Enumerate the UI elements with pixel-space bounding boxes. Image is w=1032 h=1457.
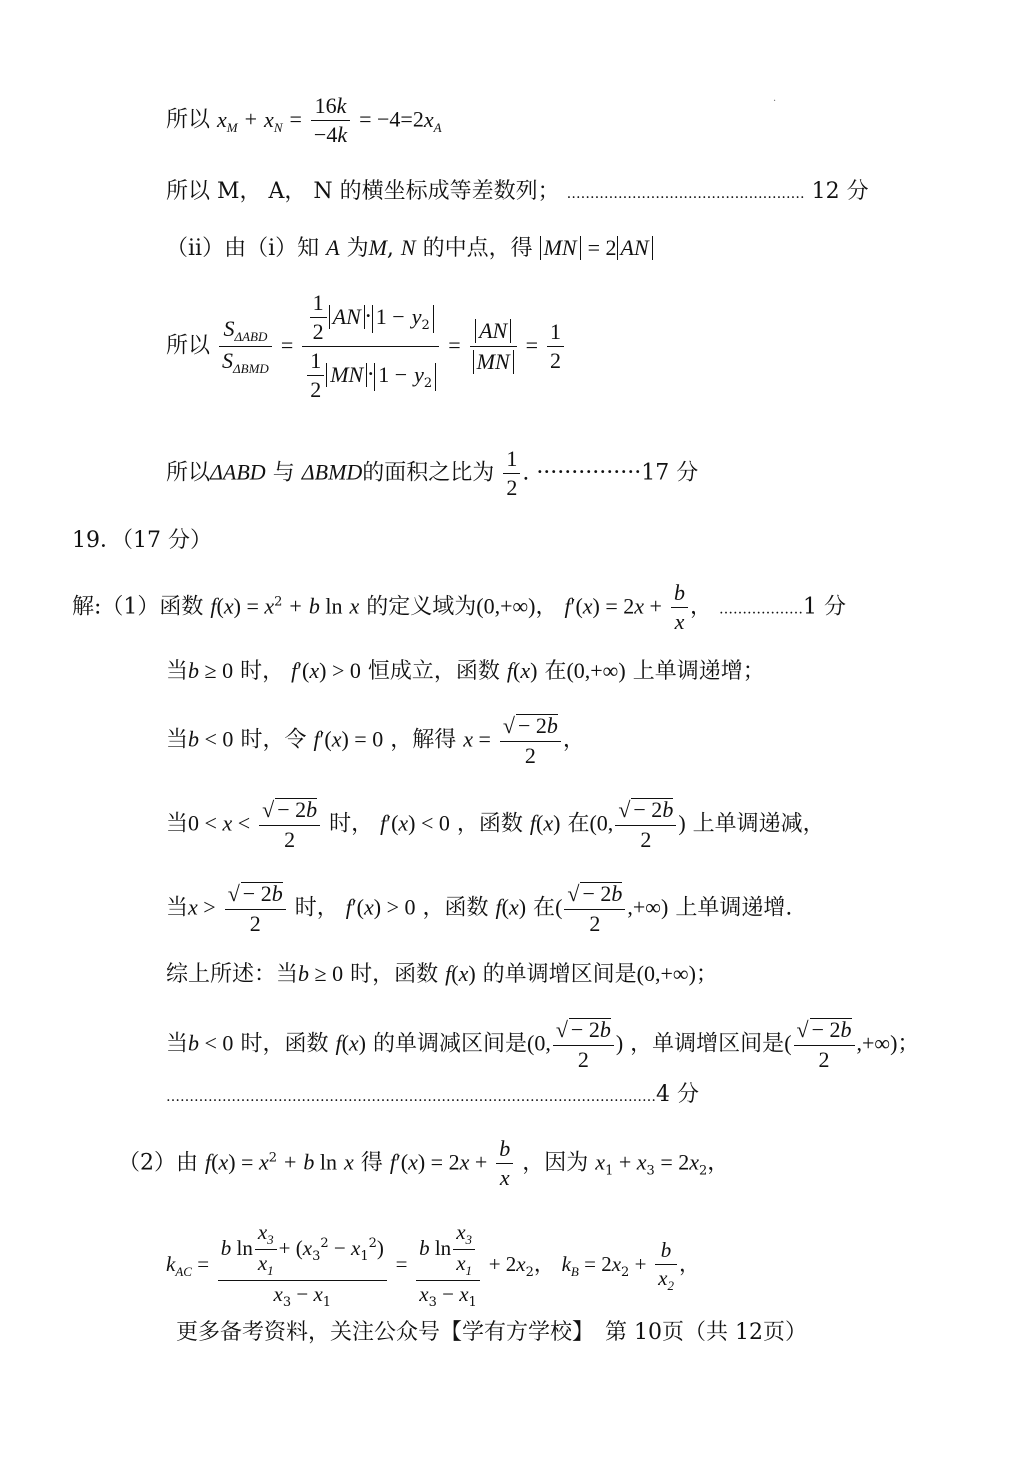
solution-line-6: 综上所述：当b ≥ 0 时，函数 f(x) 的单调增区间是(0,+∞)；	[166, 961, 718, 987]
line-xm-xn: 所以 $x_M + x_N$ = $\frac{16k}{-4k}$ = $-4=2x_A$	[166, 93, 442, 147]
line-midpoint: （ii）由（i）知 A 为M, N 的中点，得 MN = 2 AN	[166, 236, 653, 260]
part2-line-kac: $k_{AC}$ = b ln $\frac{x_3}{x_1}$ + $(x_3^2 - x_1^2)$ $x_3 - x_1$ = b ln $\frac{x_3}{x_1}$ $x_3 - x_1$ + $2x_2$， $k_B = 2x_2$ + $\frac{b}{x_2}$ ，	[166, 1220, 700, 1310]
solution-line-8: ……………………………………………………………………………………………4 分	[166, 1082, 699, 1107]
solution-line-2: 当b ≥ 0 时， f′(x) > 0 恒成立，函数 f(x) 在(0,+∞) 上单调递增；	[166, 658, 765, 684]
question-header: 19．（17 分）	[72, 528, 212, 553]
line-area-ratio: 所以 $\frac{S_{\Delta ABD}}{S_{\Delta BMD}}$ = $\frac{1}{2}$ AN · $1 - y_2$ $\frac{1}{2}$ MN · $1 - y_2$ = $\frac{AN}{MN}$ = $\frac{1}{2}$	[166, 292, 566, 401]
dot-leader: ……………………………………………	[566, 186, 805, 202]
solution-line-5: 当x > $\frac{√ - 2b}{2}$ 时， f′(x) > 0 ，函数 f(x) 在( $\frac{√ - 2b}{2}$ ,+∞) 上单调递增.	[166, 881, 793, 936]
dot-leader: ···············	[536, 460, 642, 486]
solution-line-7: 当b < 0 时，函数 f(x) 的单调减区间是(0, $\frac{√ - 2b}{2}$ ) ，单调增区间是( $\frac{√ - 2b}{2}$ ,+∞)；	[166, 1017, 920, 1072]
part2-line-1: （2）由 $f(x) = x^2 + b$ ln x 得 f′(x) = 2x + $\frac{b}{x}$ ，因为 $x_1 + x_3 = 2x_2$，	[118, 1136, 730, 1190]
text-prefix: 所以	[166, 107, 211, 133]
stray-mark: ·	[773, 96, 777, 107]
solution-line-3: 当b < 0 时，令 f′(x) = 0 ，解得 x = $\frac{√ - 2b}{2}$ ，	[166, 713, 585, 768]
line-arithmetic: 所以 M， A， N 的横坐标成等差数列； …………………………………………… 12 分	[166, 179, 869, 204]
solution-line-4: 当0 < x < $\frac{√ - 2b}{2}$ 时， f′(x) < 0 ，函数 f(x) 在(0, $\frac{√ - 2b}{2}$ ) 上单调递减，	[166, 797, 825, 852]
page-footer: 更多备考资料，关注公众号【学有方学校】 第 10页（共 12页）	[176, 1320, 807, 1345]
fraction: $\frac{16k}{-4k}$	[311, 95, 350, 146]
line-conclusion: 所以ΔABD 与 ΔBMD的面积之比为 $\frac{1}{2}$ . ···············17 分	[166, 446, 699, 500]
solution-line-1: 解:（1）函数 $f(x) = x^2 + b$ ln x 的定义域为(0,+∞)， f′(x) = 2x + $\frac{b}{x}$ ， ………………1 分	[72, 580, 846, 634]
